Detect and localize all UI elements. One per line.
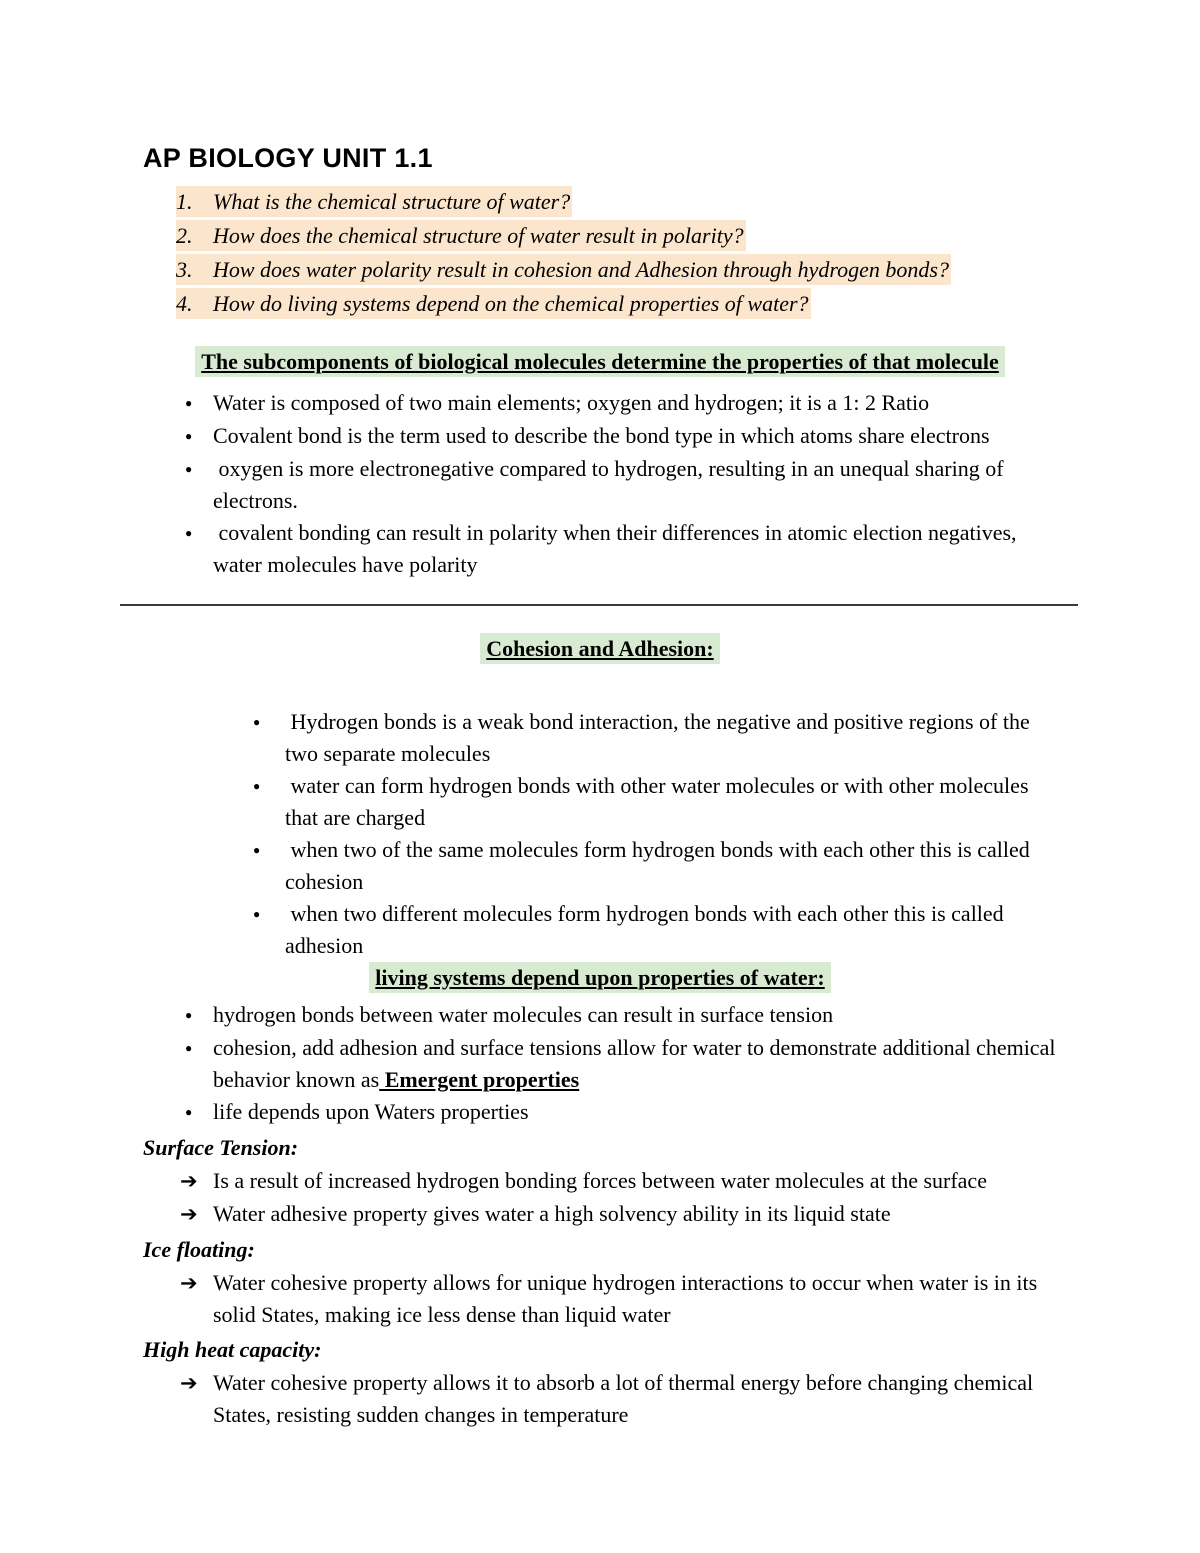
- list-item: ➔ Water cohesive property allows for unique hydrogen interactions to occur when water is in its solid States, making ice less dense than liquid water: [180, 1270, 1038, 1327]
- list-item: ● oxygen is more electronegative compared to hydrogen, resulting in an unequal sharing of electrons.: [185, 456, 1004, 513]
- bullet-icon: ●: [185, 396, 193, 410]
- question-text: How does water polarity result in cohesion and Adhesion through hydrogen bonds?: [213, 257, 949, 282]
- question-number: 1.: [176, 189, 193, 214]
- question-item: [143, 287, 1057, 321]
- section-heading-cohesion-adhesion: Cohesion and Adhesion:: [143, 634, 1057, 664]
- list-item: ● Hydrogen bonds is a weak bond interaction, the negative and positive regions of the two separate molecules: [253, 709, 1030, 766]
- subcomponents-bullet-list: [143, 387, 1057, 580]
- list-item: ● covalent bonding can result in polarity when their differences in atomic election negatives, water molecules have polarity: [185, 520, 1017, 577]
- list-item: ● water can form hydrogen bonds with other water molecules or with other molecules that are charged: [253, 773, 1029, 830]
- question-text: How does the chemical structure of water result in polarity?: [213, 223, 744, 248]
- bullet-icon: ●: [185, 462, 193, 476]
- list-item: ➔ Water adhesive property gives water a high solvency ability in its liquid state: [143, 1198, 1057, 1230]
- question-text: How do living systems depend on the chemical properties of water?: [213, 291, 809, 316]
- question-list: [143, 185, 1057, 321]
- living-systems-bullet-list: [143, 999, 1057, 1128]
- surface-tension-list: [143, 1165, 1057, 1230]
- bullet-icon: ●: [185, 526, 193, 540]
- section-heading-living-systems: living systems depend upon properties of water:: [143, 963, 1057, 993]
- cohesion-bullet-list: [143, 706, 1057, 961]
- question-item: [143, 253, 1057, 287]
- arrow-icon: ➔: [180, 1271, 198, 1295]
- ice-floating-list: [143, 1267, 1057, 1330]
- subsection-heading-ice-floating: Ice floating:: [143, 1237, 255, 1262]
- bullet-icon: ●: [185, 1041, 193, 1055]
- arrow-icon: ➔: [180, 1169, 198, 1193]
- bullet-icon: ●: [253, 715, 261, 729]
- list-item: ➔ Water cohesive property allows it to absorb a lot of thermal energy before changing chemical States, resisting sudden changes in temperature: [180, 1370, 1034, 1427]
- arrow-icon: ➔: [180, 1371, 198, 1395]
- list-item: ● cohesion, add adhesion and surface tensions allow for water to demonstrate additional chemical behavior known as Emergent properties: [185, 1035, 1056, 1092]
- page-title: AP BIOLOGY UNIT 1.1: [143, 143, 433, 173]
- bullet-icon: ●: [185, 1105, 193, 1119]
- bullet-icon: ●: [253, 779, 261, 793]
- subsection-heading-high-heat-capacity: High heat capacity:: [143, 1337, 322, 1362]
- question-text: What is the chemical structure of water?: [213, 189, 571, 214]
- subsection-heading-surface-tension: Surface Tension:: [143, 1135, 299, 1160]
- list-item: ➔ Is a result of increased hydrogen bonding forces between water molecules at the surface: [143, 1165, 1057, 1197]
- arrow-icon: ➔: [180, 1202, 198, 1226]
- list-item: ● when two different molecules form hydrogen bonds with each other this is called adhesion: [253, 901, 1004, 958]
- bullet-icon: ●: [253, 843, 261, 857]
- question-item: [143, 185, 1057, 219]
- section-heading-subcomponents: The subcomponents of biological molecules determine the properties of that molecule: [143, 347, 1057, 377]
- list-item: ● when two of the same molecules form hydrogen bonds with each other this is called cohesion: [253, 837, 1030, 894]
- bullet-icon: ●: [185, 429, 193, 443]
- list-item: ● Covalent bond is the term used to describe the bond type in which atoms share electrons: [143, 420, 1057, 452]
- question-number: 4.: [176, 291, 193, 316]
- list-item: ● Water is composed of two main elements; oxygen and hydrogen; it is a 1: 2 Ratio: [143, 387, 1057, 419]
- list-item: ● hydrogen bonds between water molecules can result in surface tension: [143, 999, 1057, 1031]
- section-divider: [120, 604, 1078, 606]
- list-item: ● life depends upon Waters properties: [143, 1096, 1057, 1128]
- high-heat-capacity-list: [143, 1367, 1057, 1430]
- question-number: 2.: [176, 223, 193, 248]
- question-number: 3.: [176, 257, 193, 282]
- question-item: [143, 219, 1057, 253]
- bullet-icon: ●: [185, 1008, 193, 1022]
- emergent-properties-term: Emergent properties: [379, 1067, 580, 1092]
- bullet-icon: ●: [253, 907, 261, 921]
